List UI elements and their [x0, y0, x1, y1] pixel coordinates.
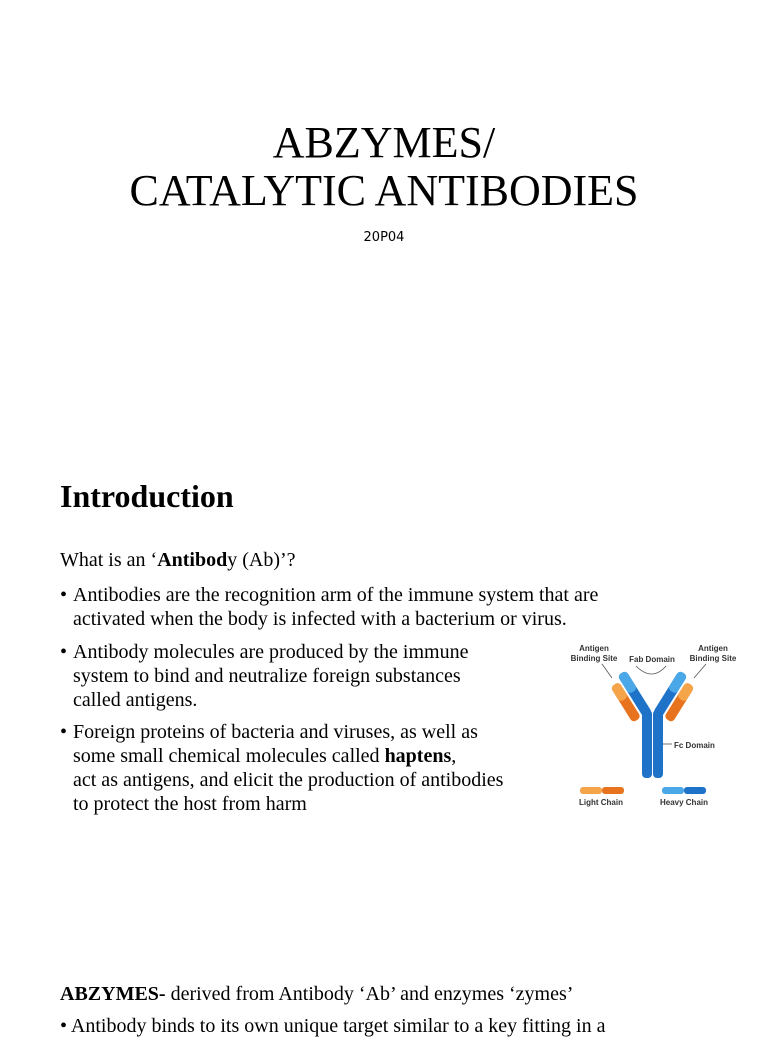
legend-light-chain-light — [580, 787, 602, 794]
heavy-chain-stem-right — [653, 710, 663, 778]
question-bold: Antibod — [157, 549, 228, 571]
abzymes-definition — [60, 983, 573, 1006]
bullet-1-line-2: activated when the body is infected with a bacterium or virus. — [73, 608, 567, 630]
label-antigen-left-2: Binding Site — [570, 654, 618, 663]
question-pre: What is an ‘ — [60, 549, 158, 571]
slide-title-line2: CATALYTIC ANTIBODIES — [129, 166, 639, 215]
bullet-dot: • — [60, 584, 68, 606]
haptens-term: haptens — [384, 745, 452, 767]
pointer-right — [694, 664, 706, 678]
course-code: 20P04 — [363, 230, 405, 245]
bullet-dot: • — [60, 641, 68, 663]
label-fab-domain: Fab Domain — [629, 655, 675, 664]
fab-bracket — [636, 666, 666, 674]
legend-heavy-chain-light — [662, 787, 684, 794]
bullet-3-line-3: act as antigens, and elicit the production of antibodies — [73, 769, 504, 791]
label-heavy-chain: Heavy Chain — [659, 798, 709, 807]
bullet-2-line-1: Antibody molecules are produced by the immune — [73, 641, 469, 663]
abzymes-rest: derived from Antibody ‘Ab’ and enzymes ‘zymes’ — [165, 983, 574, 1005]
bullet-dot: • — [60, 721, 68, 743]
section-heading: Introduction — [60, 478, 234, 514]
bullet-3-line-1: Foreign proteins of bacteria and viruses, as well as — [73, 721, 478, 743]
label-antigen-right-2: Binding Site — [689, 654, 737, 663]
right-arm — [653, 670, 698, 724]
question-post: y (Ab)’? — [227, 549, 296, 571]
label-fc-domain: Fc Domain — [674, 741, 715, 750]
bullet-3-line-2-post: , — [451, 745, 457, 767]
label-antigen-right-1: Antigen — [698, 644, 728, 653]
bullet-2-line-2: system to bind and neutralize foreign substances — [73, 665, 461, 687]
antibody-diagram — [566, 638, 746, 814]
bullet-1-line-1: Antibodies are the recognition arm of the immune system that are — [73, 584, 599, 606]
bullet-3-line-2 — [73, 744, 456, 768]
slide-title-line1: ABZYMES/ — [272, 118, 496, 167]
question-text — [60, 549, 296, 572]
legend-light-chain-dark — [602, 787, 624, 794]
bullet-3-line-2-pre: some small chemical molecules called — [73, 745, 385, 767]
left-arm — [607, 670, 652, 724]
label-light-chain: Light Chain — [579, 798, 623, 807]
heavy-chain-stem-left — [642, 710, 652, 778]
bullet-2-line-3: called antigens. — [73, 689, 198, 711]
cut-off-bullet: • Antibody binds to its own unique target similar to a key fitting in a — [60, 1015, 606, 1037]
pointer-left — [602, 664, 612, 678]
label-antigen-left-1: Antigen — [579, 644, 609, 653]
legend-heavy-chain-dark — [684, 787, 706, 794]
abzymes-term: ABZYMES- — [60, 983, 166, 1005]
bullet-3-line-4: to protect the host from harm — [73, 793, 307, 815]
